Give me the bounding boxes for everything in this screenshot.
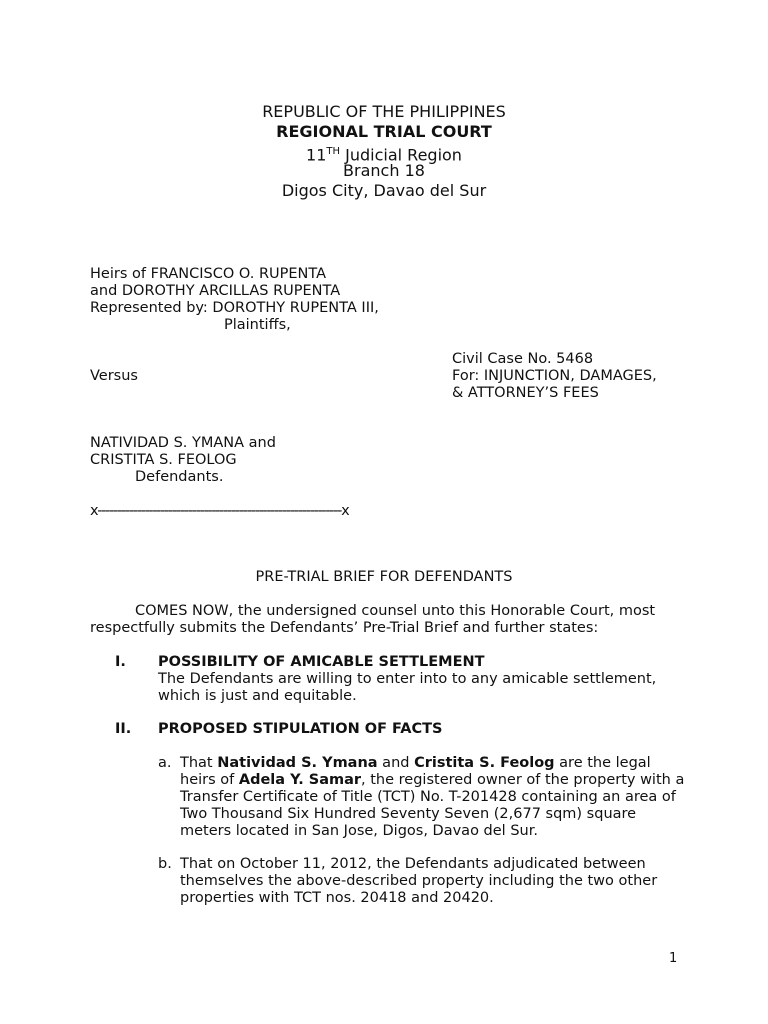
plaintiffs-role: Plaintiffs, [224,317,291,333]
fact-item-a-text [180,755,685,840]
fact-a-name-ymana: Natividad S. Ymana [217,755,378,771]
case-nature-line-2: & ATTORNEY’S FEES [452,385,599,401]
civil-case-number: Civil Case No. 5468 [452,351,594,367]
fact-a-text-2: and [377,755,415,771]
section-2-heading: PROPOSED STIPULATION OF FACTS [158,721,443,737]
region-number: 11 [306,145,327,165]
fact-item-b-marker: b. [158,856,172,872]
republic-heading: REPUBLIC OF THE PHILIPPINES [262,102,506,121]
fact-item-b-text: That on October 11, 2012, the Defendants adjudicated between themselves the above-described property including the two other properties with TCT nos. 20418 and 20420. [180,856,658,906]
section-1-heading: POSSIBILITY OF AMICABLE SETTLEMENT [158,654,485,670]
city-heading: Digos City, Davao del Sur [281,181,487,200]
versus-label: Versus [90,368,138,384]
defendants-role: Defendants. [135,469,224,485]
brief-title: PRE-TRIAL BRIEF FOR DEFENDANTS [255,569,513,585]
section-1-body: The Defendants are willing to enter into to any amicable settlement, which is just and equitable. [158,671,657,704]
fact-item-a-marker: a. [158,755,172,771]
intro-paragraph: COMES NOW, the undersigned counsel unto this Honorable Court, most respectfully submits the Defendants’ Pre-Trial Brief and further states: [90,603,656,636]
fact-a-text-3: are the legal heirs of [180,755,651,788]
fact-a-name-samar: Adela Y. Samar [238,772,362,788]
fact-a-name-feolog: Cristita S. Feolog [414,755,555,771]
plaintiffs-line-3: Represented by: DOROTHY RUPENTA III, [90,300,379,316]
region-ordinal: TH [326,146,341,157]
plaintiffs-line-2: and DOROTHY ARCILLAS RUPENTA [90,283,341,299]
page-number: 1 [669,951,678,966]
court-heading: REGIONAL TRIAL COURT [276,122,492,141]
plaintiffs-line-1: Heirs of FRANCISCO O. RUPENTA [90,266,327,282]
fact-a-text-4: , the registered owner of the property with a Transfer Certificate of Title (TCT) No. T-201428 containing an area of Two Thousand Six Hundred Seventy Seven (2,677 sqm) square meters located in San Jose, Digos, Davao del Sur. [180,772,685,839]
fact-a-text-1: That [180,755,218,771]
branch-heading: Branch 18 [343,161,425,180]
defendants-line-1: NATIVIDAD S. YMANA and [90,435,276,451]
case-nature-line-1: For: INJUNCTION, DAMAGES, [452,368,657,384]
defendants-line-2: CRISTITA S. FEOLOG [90,452,237,468]
section-2-numeral: II. [115,721,132,737]
caption-separator: x--------------------------------------------------------------x [90,503,349,519]
region-label: Judicial Region [340,145,462,165]
section-1-numeral: I. [115,654,126,670]
